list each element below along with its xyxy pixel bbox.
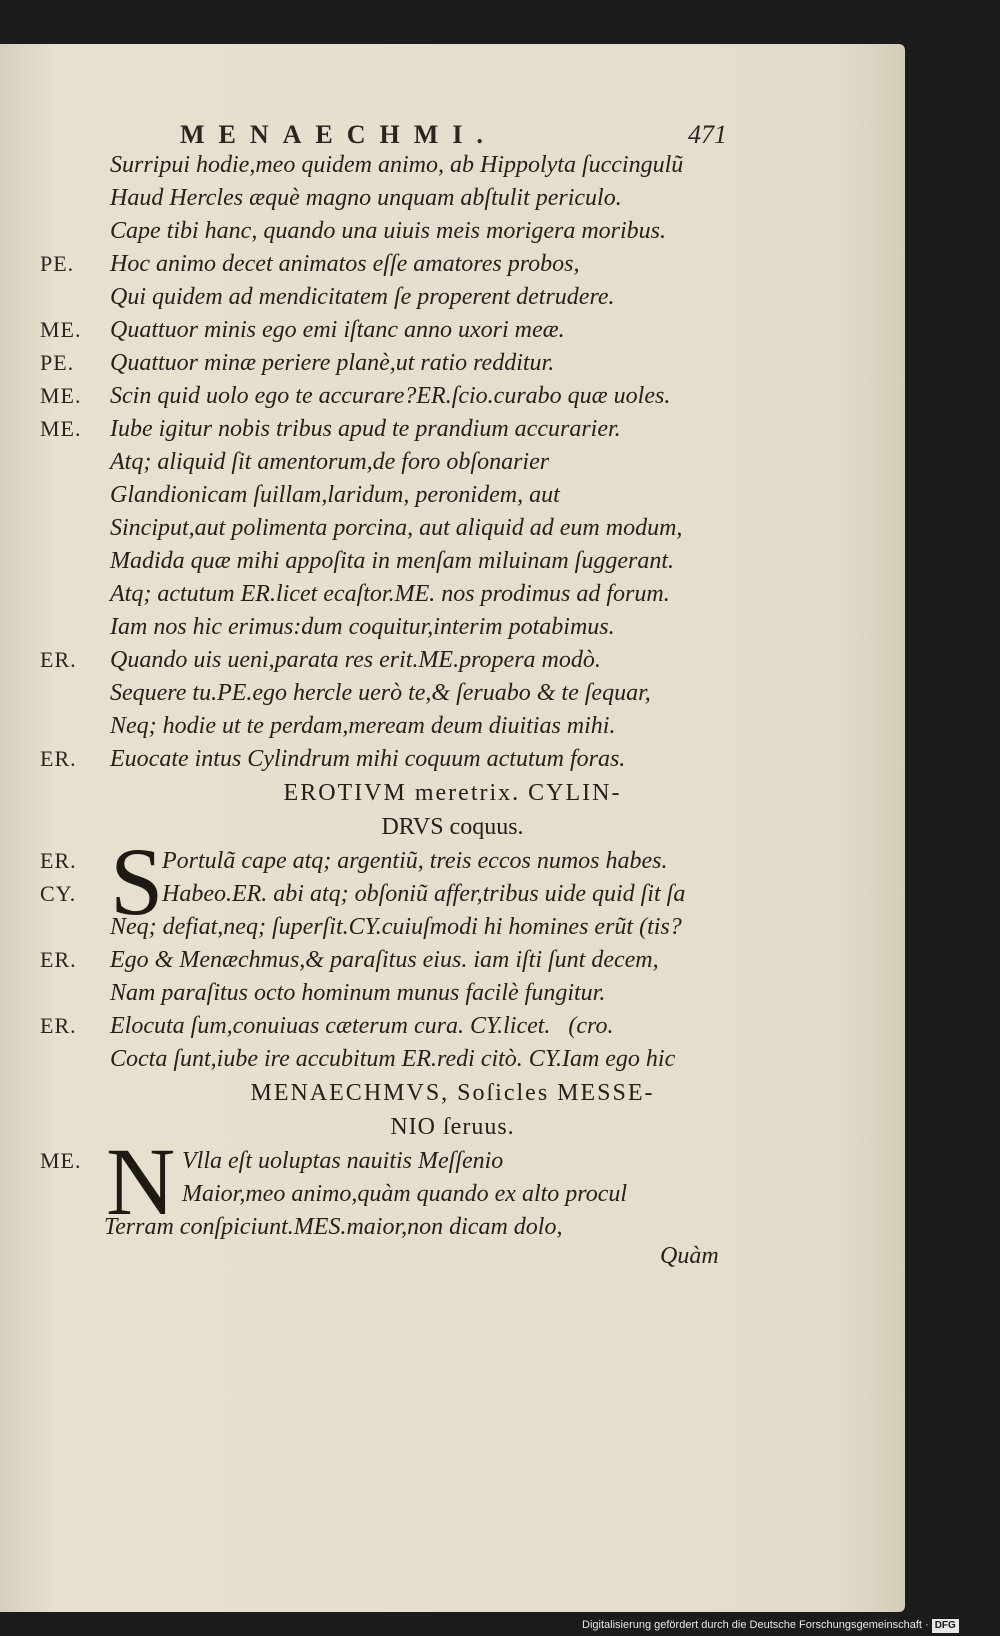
verse-text: Atq; aliquid ſit amentorum,de foro obſonarier — [110, 449, 550, 475]
verse-line — [0, 910, 905, 944]
catchword: Quàm — [660, 1243, 719, 1269]
verse-line — [0, 943, 905, 977]
verse-line — [0, 379, 905, 413]
verse-line — [0, 844, 905, 878]
running-header — [0, 120, 905, 150]
verse-line — [0, 1177, 905, 1211]
verse-text: Haud Hercles æquè magno unquam abſtulit periculo. — [110, 185, 622, 211]
verse-text: Surripui hodie,meo quidem animo, ab Hippolyta ſuccingulũ — [110, 152, 684, 178]
verse-text: Terram conſpiciunt.MES.maior,non dicam dolo, — [104, 1214, 563, 1240]
speaker-label: PE. — [40, 350, 75, 375]
verse-line — [0, 148, 905, 182]
drop-capital: S — [110, 828, 164, 935]
book-page — [0, 44, 905, 1612]
verse-text: Nam paraſitus octo hominum munus facilè fungitur. — [110, 980, 606, 1006]
verse-text: Ego & Menæchmus,& paraſitus eius. iam iſti ſunt decem, — [110, 947, 659, 973]
speaker-label: PE. — [40, 251, 75, 276]
verse-line — [0, 742, 905, 776]
verse-text: Quattuor minæ periere planè,ut ratio redditur. — [110, 350, 555, 376]
scene-heading: NIO ſeruus. — [390, 1114, 515, 1140]
verse-line — [0, 478, 905, 512]
verse-line — [0, 1042, 905, 1076]
verse-text: Portulã cape atq; argentiũ, treis eccos numos habes. — [162, 848, 668, 874]
verse-text: Sequere tu.PE.ego hercle uerò te,& ſeruabo & te ſequar, — [110, 680, 651, 706]
verse-text: Atq; actutum ER.licet ecaſtor.ME. nos prodimus ad forum. — [110, 581, 670, 607]
verse-line — [0, 877, 905, 911]
verse-text: Iube igitur nobis tribus apud te prandium accurarier. — [110, 416, 621, 442]
verse-line — [0, 214, 905, 248]
speaker-label: ER. — [40, 848, 77, 873]
verse-line — [0, 1210, 905, 1244]
verse-text: Neq; defiat,neq; ſuperſit.CY.cuiuſmodi hi homines erũt (tis? — [110, 914, 682, 940]
verse-line — [0, 577, 905, 611]
scene-heading: MENAECHMVS, Soſicles MESSE- — [250, 1080, 655, 1106]
drop-capital: N — [106, 1128, 176, 1235]
scene-heading: EROTIVM meretrix. CYLIN- — [283, 780, 622, 806]
verse-line — [0, 643, 905, 677]
verse-line — [0, 247, 905, 281]
digitization-credit — [582, 1616, 1000, 1634]
verse-line — [0, 511, 905, 545]
verse-line — [0, 976, 905, 1010]
verse-line — [0, 1144, 905, 1178]
speaker-label: ME. — [40, 317, 82, 342]
speaker-label: ME. — [40, 1148, 82, 1173]
verse-text: Cape tibi hanc, quando una uiuis meis morigera moribus. — [110, 218, 666, 244]
verse-line — [0, 280, 905, 314]
verse-text: Madida quæ mihi appoſita in menſam miluinam ſuggerant. — [110, 548, 674, 574]
verse-line — [0, 412, 905, 446]
verse-text: Quando uis ueni,parata res erit.ME.propera modò. — [110, 647, 601, 673]
verse-line — [0, 346, 905, 380]
speaker-label: ER. — [40, 947, 77, 972]
verse-text: Hoc animo decet animatos eſſe amatores probos, — [110, 251, 580, 277]
verse-line — [0, 313, 905, 347]
verse-line — [0, 610, 905, 644]
verse-line — [0, 676, 905, 710]
verse-text: Vlla eſt uoluptas nauitis Meſſenio — [182, 1148, 504, 1174]
verse-text: Maior,meo animo,quàm quando ex alto procul — [182, 1181, 628, 1207]
verse-line — [0, 445, 905, 479]
speaker-label: CY. — [40, 881, 77, 906]
speaker-label: ER. — [40, 647, 77, 672]
verse-line — [0, 544, 905, 578]
verse-line — [0, 709, 905, 743]
scene-heading: DRVS coquus. — [381, 814, 524, 840]
speaker-label: ER. — [40, 746, 77, 771]
speaker-label: ER. — [40, 1013, 77, 1038]
verse-text: Iam nos hic erimus:dum coquitur,interim potabimus. — [110, 614, 615, 640]
verse-text: Sinciput,aut polimenta porcina, aut aliquid ad eum modum, — [110, 515, 683, 541]
verse-text: Cocta ſunt,iube ire accubitum ER.redi citò. CY.Iam ego hic — [110, 1046, 676, 1072]
running-title: MENAECHMI. — [180, 120, 497, 149]
verse-line — [0, 181, 905, 215]
verse-text: Neq; hodie ut te perdam,meream deum diuitias mihi. — [110, 713, 616, 739]
page-number: 471 — [688, 120, 727, 149]
verse-text: Glandionicam ſuillam,laridum, peronidem, aut — [110, 482, 560, 508]
verse-line — [0, 1009, 905, 1043]
dfg-logo: DFG — [932, 1619, 959, 1633]
verse-text: Elocuta ſum,conuiuas cæterum cura. CY.licet. (cro. — [110, 1013, 614, 1039]
verse-text: Qui quidem ad mendicitatem ſe properent detrudere. — [110, 284, 615, 310]
speaker-label: ME. — [40, 383, 82, 408]
verse-text: Euocate intus Cylindrum mihi coquum actutum foras. — [110, 746, 626, 772]
verse-text: Scin quid uolo ego te accurare?ER.ſcio.curabo quæ uoles. — [110, 383, 671, 409]
verse-text: Quattuor minis ego emi iſtanc anno uxori meæ. — [110, 317, 565, 343]
verse-text: Habeo.ER. abi atq; obſoniũ affer,tribus uide quid ſit ſa — [162, 881, 686, 907]
speaker-label: ME. — [40, 416, 82, 441]
credit-text: Digitalisierung gefördert durch die Deutsche Forschungsgemeinschaft · — [582, 1619, 929, 1631]
